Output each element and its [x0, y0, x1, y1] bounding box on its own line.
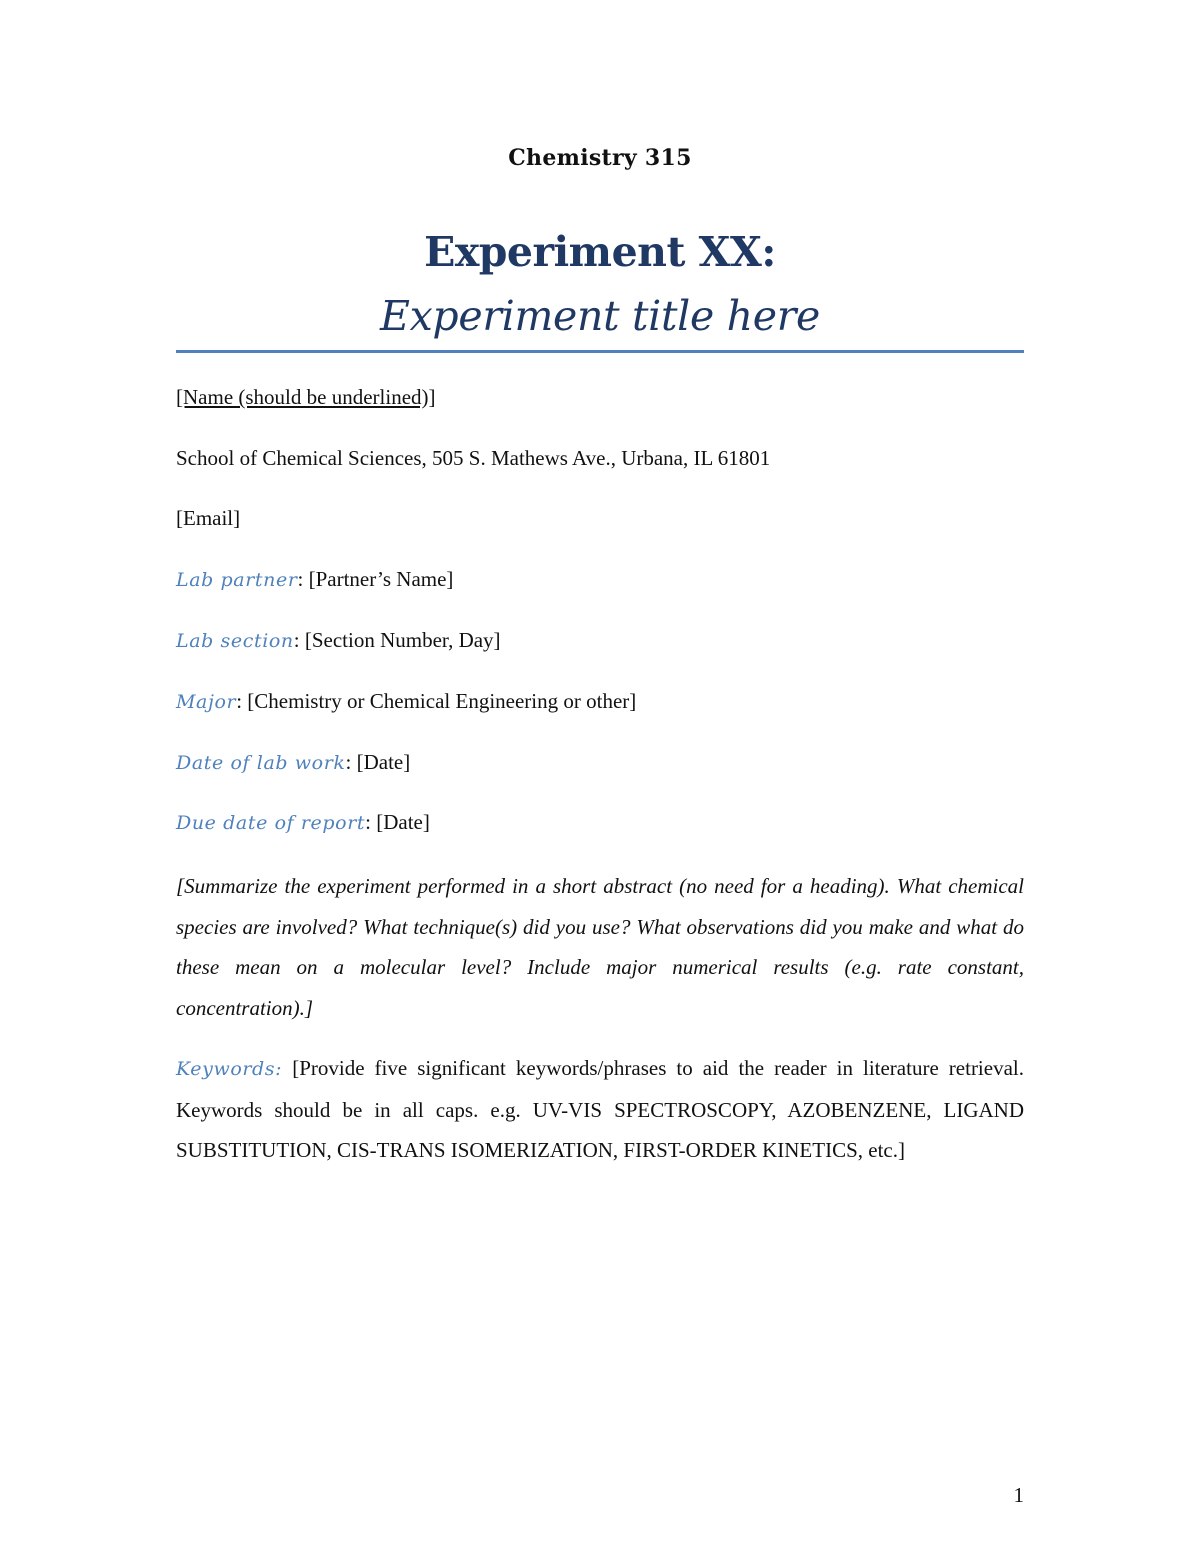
keywords-label: Keywords:	[176, 1058, 283, 1080]
document-page	[176, 0, 1024, 1553]
field-major	[176, 688, 636, 715]
field-label: Lab section	[176, 630, 294, 652]
keywords-text: [Provide five significant keywords/phrases to aid the reader in literature retrieval. Keywords should be in all caps. e.g. UV-VIS SPECTROSCOPY, AZOBENZENE, LIGAND SUBSTITUTION, CIS-TRANS ISOMERIZATION, FIRST-ORDER KINETICS, etc.]	[176, 1056, 1024, 1162]
field-lab-section	[176, 627, 501, 654]
field-label: Major	[176, 691, 237, 713]
experiment-number: Experiment XX:	[424, 228, 776, 276]
field-value: : [Section Number, Day]	[293, 628, 501, 652]
field-lab-partner	[176, 566, 453, 593]
author-address: School of Chemical Sciences, 505 S. Mathews Ave., Urbana, IL 61801	[176, 446, 771, 470]
author-name: [Name (should be underlined)]	[176, 385, 436, 409]
field-value: : [Date]	[345, 750, 411, 774]
author-email: [Email]	[176, 506, 241, 530]
field-due-date-of-report	[176, 809, 430, 836]
experiment-title: Experiment title here	[379, 292, 821, 340]
field-value: : [Date]	[365, 810, 430, 834]
field-value: : [Chemistry or Chemical Engineering or other]	[236, 689, 637, 713]
keywords-paragraph	[176, 1048, 1024, 1171]
field-label: Due date of report	[176, 812, 366, 834]
field-label: Lab partner	[176, 569, 298, 591]
page-number: 1	[1013, 1483, 1024, 1507]
field-date-of-lab-work	[176, 749, 410, 776]
field-label: Date of lab work	[176, 752, 346, 774]
abstract-paragraph: [Summarize the experiment performed in a short abstract (no need for a heading). What chemical species are involved? What technique(s) did you use? What observations did you make and what do these mean on a molecular level? Include major numerical results (e.g. rate constant, concentration).]	[176, 874, 1024, 1020]
course-title: Chemistry 315	[508, 145, 692, 171]
field-value: : [Partner’s Name]	[297, 567, 454, 591]
title-divider	[176, 350, 1024, 353]
